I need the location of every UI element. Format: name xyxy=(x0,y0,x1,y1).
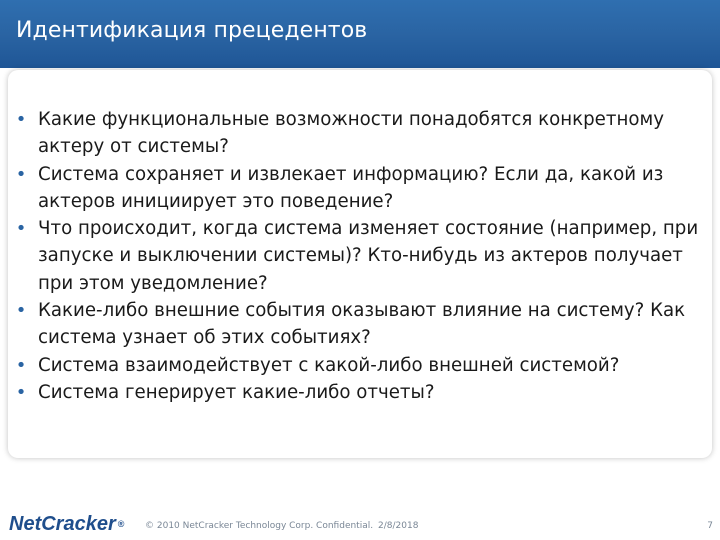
slide-header xyxy=(0,0,720,68)
bullet-item xyxy=(14,379,710,406)
registered-mark: ® xyxy=(117,519,125,529)
bullet-text: Что происходит, когда система изменяет состояние (например, при запуске и выключении системы)? Кто-нибудь из актеров получает при этом уведомление? xyxy=(38,218,699,294)
bullet-marker: • xyxy=(15,300,27,322)
bullet-marker: • xyxy=(15,163,27,185)
bullet-item xyxy=(14,161,710,216)
bullet-marker: • xyxy=(15,109,27,130)
bullet-marker: • xyxy=(15,381,27,403)
bullet-marker: • xyxy=(15,218,27,240)
bullet-text: Система взаимодействует с какой-либо внешней системой? xyxy=(38,354,620,376)
bullet-list xyxy=(14,106,710,406)
footer-date: 2/8/2018 xyxy=(378,521,419,531)
bullet-item xyxy=(14,215,710,297)
bullet-marker: • xyxy=(15,354,27,376)
bullet-text: Система сохраняет и извлекает информацию? Если да, какой из актеров инициирует это поведение? xyxy=(38,163,664,212)
footer-copyright: © 2010 NetCracker Technology Corp. Confidential. xyxy=(145,521,374,531)
bullet-text: Какие-либо внешние события оказывают влияние на систему? Как система узнает об этих событиях? xyxy=(38,300,686,349)
bullet-text: Система генерирует какие-либо отчеты? xyxy=(38,381,435,403)
bullet-item xyxy=(14,352,710,379)
bullet-item xyxy=(14,297,710,352)
netcracker-logo xyxy=(9,512,124,536)
logo-text: NetCracker xyxy=(9,513,116,535)
page-number: 7 xyxy=(707,521,713,531)
bullet-text: Какие функциональные возможности понадобятся конкретному актеру от системы? xyxy=(38,109,664,158)
bullet-item xyxy=(14,106,710,161)
slide-title: Идентификация прецедентов xyxy=(16,18,368,43)
